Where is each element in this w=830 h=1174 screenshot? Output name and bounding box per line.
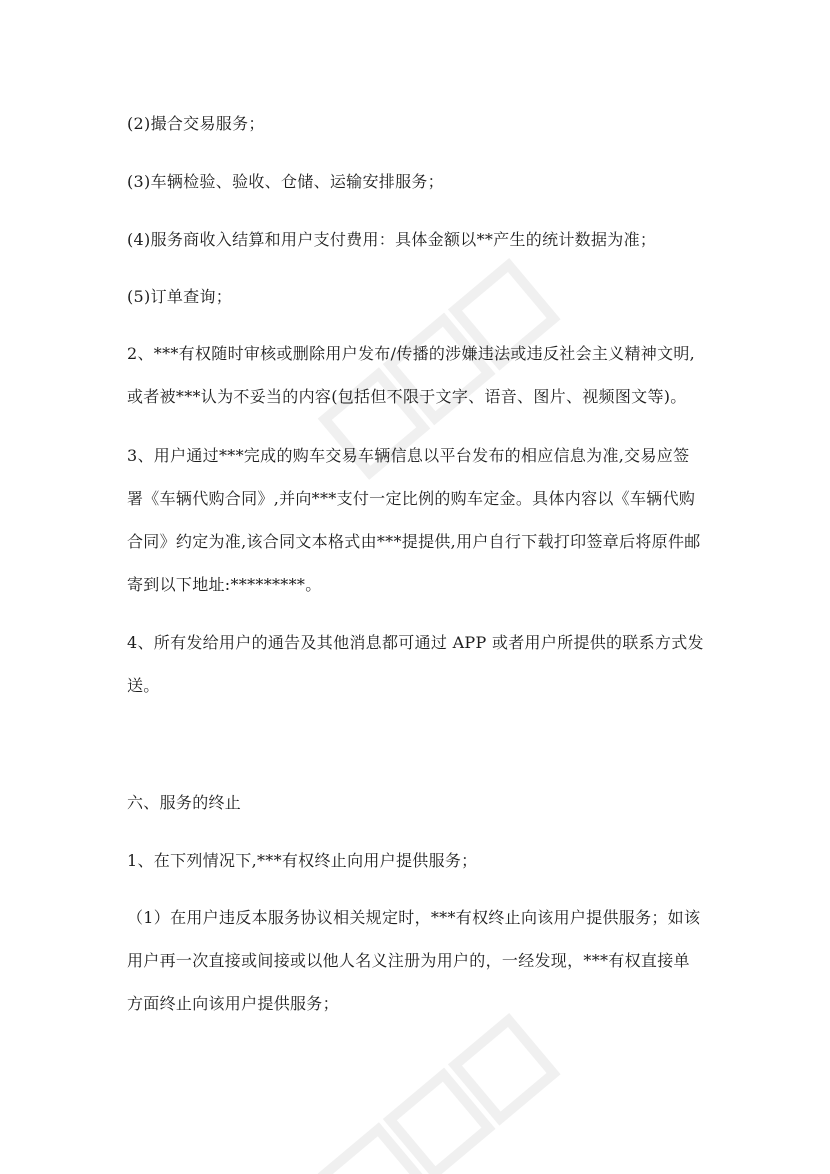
- section-heading: 六、服务的终止: [127, 793, 242, 812]
- paragraph-line: 2、***有权随时审核或删除用户发布/传播的涉嫌违法或违反社会主义精神文明,: [127, 344, 696, 363]
- list-item: (3)车辆检验、验收、仓储、运输安排服务；: [127, 172, 444, 191]
- paragraph-line: 寄到以下地址:*********。: [127, 575, 322, 594]
- list-item: (2)撮合交易服务；: [127, 114, 265, 133]
- paragraph-line: 用户再一次直接或间接或以他人名义注册为用户的，一经发现，***有权直接单: [127, 951, 690, 970]
- paragraph-line: 或者被***认为不妥当的内容(包括但不限于文字、语音、图片、视频图文等)。: [127, 387, 687, 406]
- paragraph-line: 署《车辆代购合同》,并向***支付一定比例的购车定金。具体内容以《车辆代购: [127, 489, 696, 508]
- paragraph-line: 4、所有发给用户的通告及其他消息都可通过 APP 或者用户所提供的联系方式发: [127, 633, 704, 652]
- list-item: (4)服务商收入结算和用户支付费用：具体金额以**产生的统计数据为准；: [127, 230, 657, 249]
- paragraph-line: 送。: [127, 676, 160, 695]
- paragraph-line: 3、用户通过***完成的购车交易车辆信息以平台发布的相应信息为准,交易应签: [127, 446, 690, 465]
- list-item: (5)订单查询；: [127, 287, 233, 306]
- paragraph-line: 1、在下列情况下,***有权终止向用户提供服务；: [127, 851, 478, 870]
- paragraph-line: 合同》约定为准,该合同文本格式由***提提供,用户自行下载打印签章后将原件邮: [127, 532, 701, 551]
- paragraph-line: 方面终止向该用户提供服务；: [127, 994, 339, 1013]
- paragraph-line: （1）在用户违反本服务协议相关规定时，***有权终止向该用户提供服务；如该: [127, 908, 701, 927]
